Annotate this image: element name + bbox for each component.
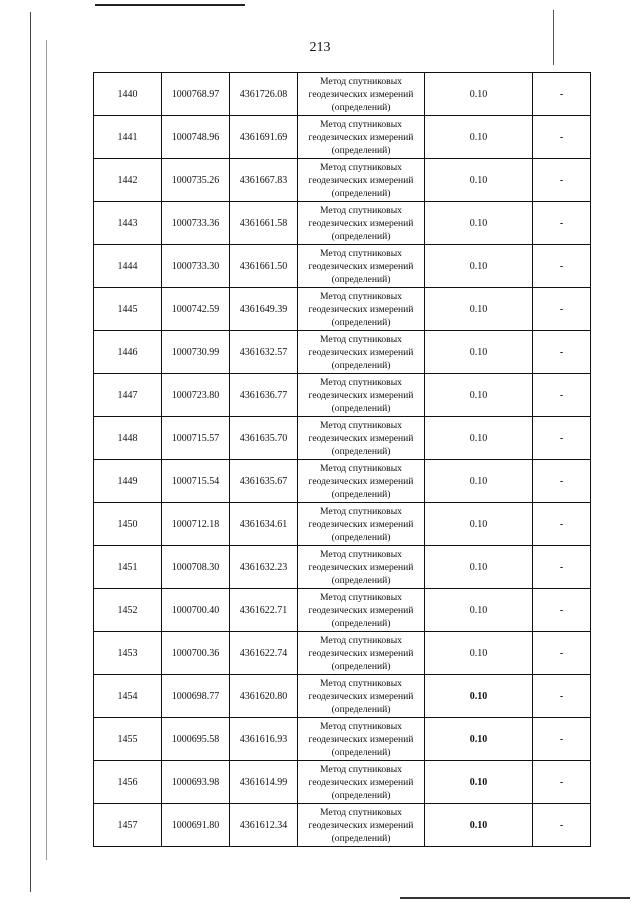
note-cell: - <box>533 288 591 331</box>
method-line-1: Метод спутниковых <box>320 290 402 302</box>
y-coordinate-cell: 4361636.77 <box>230 374 298 417</box>
note-cell: - <box>533 632 591 675</box>
accuracy-cell: 0.10 <box>425 374 533 417</box>
point-cell: 1450 <box>94 503 162 546</box>
accuracy-cell: 0.10 <box>425 632 533 675</box>
method-line-2: геодезических измерений <box>308 647 414 659</box>
accuracy-cell: 0.10 <box>425 503 533 546</box>
accuracy-cell: 0.10 <box>425 804 533 847</box>
y-coordinate-cell: 4361635.67 <box>230 460 298 503</box>
x-coordinate-cell: 1000768.97 <box>162 73 230 116</box>
method-line-2: геодезических измерений <box>308 303 414 315</box>
y-coordinate-cell: 4361622.71 <box>230 589 298 632</box>
x-coordinate-cell: 1000715.57 <box>162 417 230 460</box>
method-line-2: геодезических измерений <box>308 131 414 143</box>
table-row <box>94 460 591 503</box>
table-row <box>94 761 591 804</box>
method-line-2: геодезических измерений <box>308 217 414 229</box>
method-line-3: (определений) <box>331 746 391 758</box>
method-cell <box>298 202 425 245</box>
note-cell: - <box>533 374 591 417</box>
method-line-2: геодезических измерений <box>308 733 414 745</box>
method-line-1: Метод спутниковых <box>320 419 402 431</box>
note-cell: - <box>533 159 591 202</box>
y-coordinate-cell: 4361661.58 <box>230 202 298 245</box>
y-coordinate-cell: 4361726.08 <box>230 73 298 116</box>
method-cell <box>298 73 425 116</box>
method-cell <box>298 718 425 761</box>
y-coordinate-cell: 4361616.93 <box>230 718 298 761</box>
note-cell: - <box>533 245 591 288</box>
method-line-2: геодезических измерений <box>308 819 414 831</box>
method-line-3: (определений) <box>331 789 391 801</box>
method-line-2: геодезических измерений <box>308 475 414 487</box>
point-cell: 1441 <box>94 116 162 159</box>
table-row <box>94 288 591 331</box>
method-line-1: Метод спутниковых <box>320 806 402 818</box>
accuracy-cell: 0.10 <box>425 116 533 159</box>
point-cell: 1449 <box>94 460 162 503</box>
point-cell: 1444 <box>94 245 162 288</box>
x-coordinate-cell: 1000730.99 <box>162 331 230 374</box>
y-coordinate-cell: 4361614.99 <box>230 761 298 804</box>
method-line-2: геодезических измерений <box>308 389 414 401</box>
table-row <box>94 589 591 632</box>
method-line-2: геодезических измерений <box>308 518 414 530</box>
accuracy-cell: 0.10 <box>425 460 533 503</box>
method-cell <box>298 374 425 417</box>
point-cell: 1454 <box>94 675 162 718</box>
accuracy-cell: 0.10 <box>425 718 533 761</box>
x-coordinate-cell: 1000693.98 <box>162 761 230 804</box>
method-line-2: геодезических измерений <box>308 690 414 702</box>
note-cell: - <box>533 761 591 804</box>
method-line-3: (определений) <box>331 273 391 285</box>
method-line-3: (определений) <box>331 660 391 672</box>
point-cell: 1445 <box>94 288 162 331</box>
method-line-3: (определений) <box>331 144 391 156</box>
point-cell: 1448 <box>94 417 162 460</box>
method-cell <box>298 804 425 847</box>
accuracy-cell: 0.10 <box>425 288 533 331</box>
table-row <box>94 374 591 417</box>
table-row <box>94 159 591 202</box>
y-coordinate-cell: 4361661.50 <box>230 245 298 288</box>
method-cell <box>298 417 425 460</box>
method-line-3: (определений) <box>331 359 391 371</box>
table-row <box>94 73 591 116</box>
point-cell: 1451 <box>94 546 162 589</box>
point-cell: 1457 <box>94 804 162 847</box>
point-cell: 1453 <box>94 632 162 675</box>
method-cell <box>298 159 425 202</box>
y-coordinate-cell: 4361620.80 <box>230 675 298 718</box>
note-cell: - <box>533 417 591 460</box>
y-coordinate-cell: 4361632.57 <box>230 331 298 374</box>
point-cell: 1443 <box>94 202 162 245</box>
x-coordinate-cell: 1000698.77 <box>162 675 230 718</box>
point-cell: 1446 <box>94 331 162 374</box>
x-coordinate-cell: 1000715.54 <box>162 460 230 503</box>
method-cell <box>298 632 425 675</box>
method-line-1: Метод спутниковых <box>320 548 402 560</box>
x-coordinate-cell: 1000695.58 <box>162 718 230 761</box>
point-cell: 1452 <box>94 589 162 632</box>
method-line-3: (определений) <box>331 832 391 844</box>
method-line-2: геодезических измерений <box>308 604 414 616</box>
table-row <box>94 718 591 761</box>
accuracy-cell: 0.10 <box>425 546 533 589</box>
method-line-3: (определений) <box>331 101 391 113</box>
table-row <box>94 546 591 589</box>
accuracy-cell: 0.10 <box>425 159 533 202</box>
note-cell: - <box>533 331 591 374</box>
method-cell <box>298 675 425 718</box>
x-coordinate-cell: 1000733.30 <box>162 245 230 288</box>
method-line-2: геодезических измерений <box>308 174 414 186</box>
note-cell: - <box>533 675 591 718</box>
method-line-1: Метод спутниковых <box>320 75 402 87</box>
x-coordinate-cell: 1000748.96 <box>162 116 230 159</box>
note-cell: - <box>533 460 591 503</box>
method-line-3: (определений) <box>331 703 391 715</box>
method-cell <box>298 761 425 804</box>
note-cell: - <box>533 718 591 761</box>
x-coordinate-cell: 1000733.36 <box>162 202 230 245</box>
accuracy-cell: 0.10 <box>425 73 533 116</box>
method-line-3: (определений) <box>331 230 391 242</box>
method-cell <box>298 460 425 503</box>
point-cell: 1456 <box>94 761 162 804</box>
scan-left-line-2 <box>46 40 47 860</box>
method-line-3: (определений) <box>331 445 391 457</box>
note-cell: - <box>533 546 591 589</box>
table-row <box>94 503 591 546</box>
method-line-1: Метод спутниковых <box>320 376 402 388</box>
accuracy-cell: 0.10 <box>425 589 533 632</box>
method-cell <box>298 116 425 159</box>
method-line-1: Метод спутниковых <box>320 720 402 732</box>
x-coordinate-cell: 1000700.36 <box>162 632 230 675</box>
x-coordinate-cell: 1000712.18 <box>162 503 230 546</box>
table-row <box>94 804 591 847</box>
note-cell: - <box>533 503 591 546</box>
method-cell <box>298 288 425 331</box>
accuracy-cell: 0.10 <box>425 675 533 718</box>
method-cell <box>298 245 425 288</box>
note-cell: - <box>533 202 591 245</box>
x-coordinate-cell: 1000700.40 <box>162 589 230 632</box>
scan-bottom-line <box>400 897 630 899</box>
note-cell: - <box>533 804 591 847</box>
y-coordinate-cell: 4361691.69 <box>230 116 298 159</box>
point-cell: 1447 <box>94 374 162 417</box>
x-coordinate-cell: 1000742.59 <box>162 288 230 331</box>
method-cell <box>298 589 425 632</box>
scan-top-line <box>95 4 245 6</box>
method-line-1: Метод спутниковых <box>320 591 402 603</box>
method-line-2: геодезических измерений <box>308 346 414 358</box>
method-line-2: геодезических измерений <box>308 432 414 444</box>
method-line-3: (определений) <box>331 187 391 199</box>
point-cell: 1440 <box>94 73 162 116</box>
method-line-3: (определений) <box>331 488 391 500</box>
table-row <box>94 417 591 460</box>
method-line-3: (определений) <box>331 402 391 414</box>
y-coordinate-cell: 4361622.74 <box>230 632 298 675</box>
method-line-1: Метод спутниковых <box>320 763 402 775</box>
table-row <box>94 245 591 288</box>
accuracy-cell: 0.10 <box>425 331 533 374</box>
method-line-1: Метод спутниковых <box>320 247 402 259</box>
y-coordinate-cell: 4361667.83 <box>230 159 298 202</box>
note-cell: - <box>533 73 591 116</box>
x-coordinate-cell: 1000723.80 <box>162 374 230 417</box>
point-cell: 1455 <box>94 718 162 761</box>
method-line-3: (определений) <box>331 531 391 543</box>
method-line-2: геодезических измерений <box>308 260 414 272</box>
y-coordinate-cell: 4361635.70 <box>230 417 298 460</box>
method-cell <box>298 503 425 546</box>
table-row <box>94 331 591 374</box>
scan-left-line <box>30 12 31 892</box>
table-row <box>94 632 591 675</box>
page-number: 213 <box>309 40 331 55</box>
method-line-1: Метод спутниковых <box>320 677 402 689</box>
method-line-1: Метод спутниковых <box>320 204 402 216</box>
y-coordinate-cell: 4361634.61 <box>230 503 298 546</box>
y-coordinate-cell: 4361632.23 <box>230 546 298 589</box>
accuracy-cell: 0.10 <box>425 202 533 245</box>
method-line-1: Метод спутниковых <box>320 505 402 517</box>
method-cell <box>298 546 425 589</box>
method-line-1: Метод спутниковых <box>320 161 402 173</box>
method-line-2: геодезических измерений <box>308 776 414 788</box>
method-line-1: Метод спутниковых <box>320 118 402 130</box>
note-cell: - <box>533 116 591 159</box>
method-line-1: Метод спутниковых <box>320 333 402 345</box>
scan-right-line <box>553 10 554 65</box>
table-row <box>94 675 591 718</box>
x-coordinate-cell: 1000735.26 <box>162 159 230 202</box>
method-line-1: Метод спутниковых <box>320 634 402 646</box>
method-line-3: (определений) <box>331 316 391 328</box>
x-coordinate-cell: 1000708.30 <box>162 546 230 589</box>
coordinates-table <box>93 72 591 847</box>
table-body <box>94 73 591 847</box>
y-coordinate-cell: 4361649.39 <box>230 288 298 331</box>
accuracy-cell: 0.10 <box>425 761 533 804</box>
method-line-3: (определений) <box>331 574 391 586</box>
table-row <box>94 202 591 245</box>
method-line-3: (определений) <box>331 617 391 629</box>
x-coordinate-cell: 1000691.80 <box>162 804 230 847</box>
method-line-2: геодезических измерений <box>308 561 414 573</box>
method-cell <box>298 331 425 374</box>
method-line-1: Метод спутниковых <box>320 462 402 474</box>
method-line-2: геодезических измерений <box>308 88 414 100</box>
y-coordinate-cell: 4361612.34 <box>230 804 298 847</box>
accuracy-cell: 0.10 <box>425 245 533 288</box>
point-cell: 1442 <box>94 159 162 202</box>
note-cell: - <box>533 589 591 632</box>
table-row <box>94 116 591 159</box>
accuracy-cell: 0.10 <box>425 417 533 460</box>
